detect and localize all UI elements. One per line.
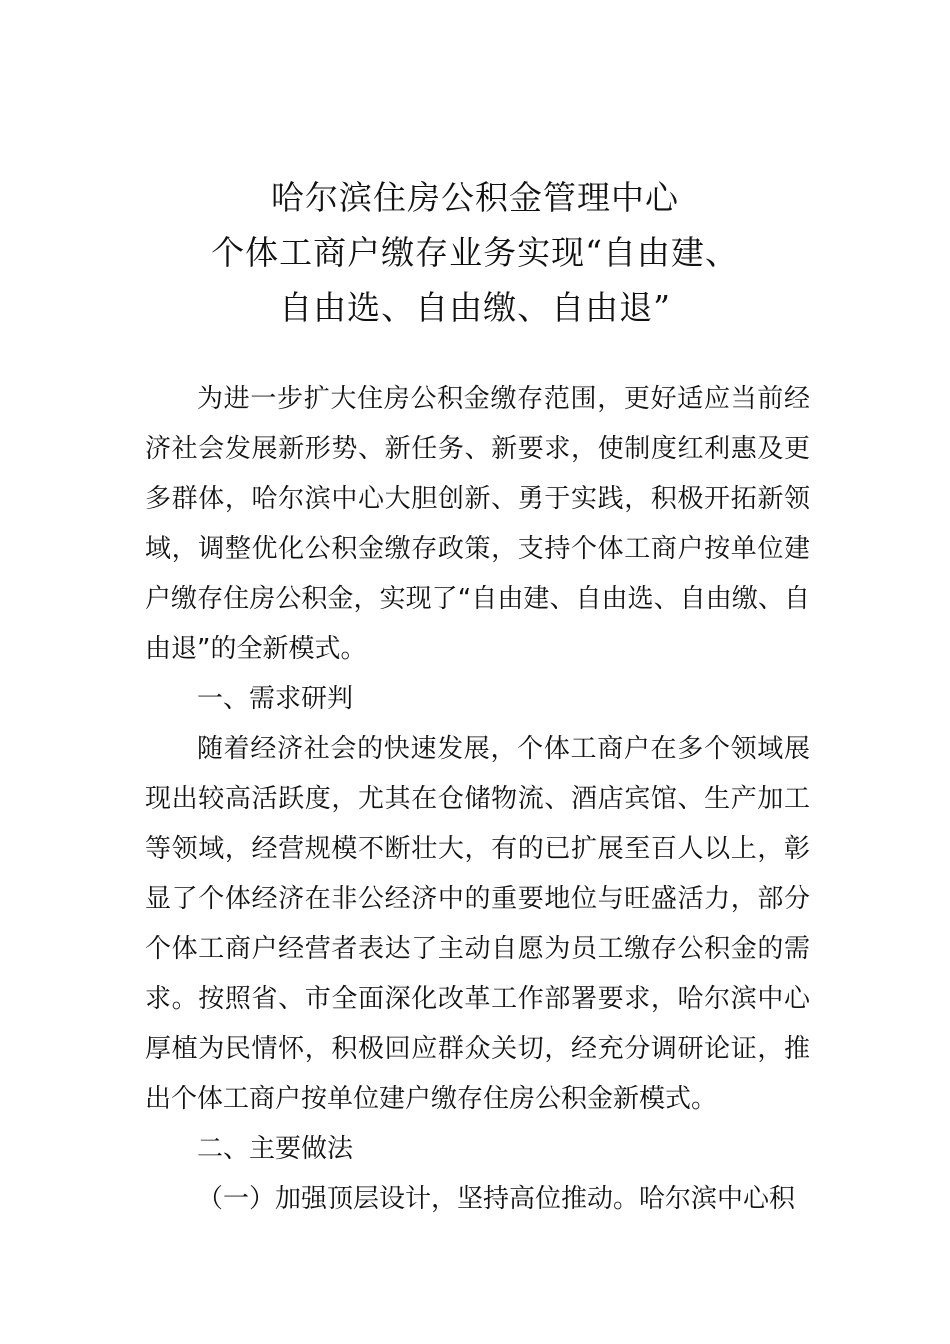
intro-paragraph: 为进一步扩大住房公积金缴存范围，更好适应当前经济社会发展新形势、新任务、新要求，使制度红利惠及更多群体，哈尔滨中心大胆创新、勇于实践，积极开拓新领域，调整优化公积金缴存政策，支持个体工商户按单位建户缴存住房公积金，实现了“自由建、自由选、自由缴、自由退”的全新模式。 <box>145 384 810 664</box>
section-heading-demand: 一、需求研判 <box>197 684 354 714</box>
title-line-3: 自由选、自由缴、自由退” <box>279 288 671 327</box>
demand-paragraph: 随着经济社会的快速发展，个体工商户在多个领域展现出较高活跃度，尤其在仓储物流、酒店宾馆、生产加工等领域，经营规模不断壮大，有的已扩展至百人以上，彰显了个体经济在非公经济中的重要地位与旺盛活力，部分个体工商户经营者表达了主动自愿为员工缴存公积金的需求。按照省、市全面深化改革工作部署要求，哈尔滨中心厚植为民情怀，积极回应群众关切，经充分调研论证，推出个体工商户按单位建户缴存住房公积金新模式。 <box>145 734 810 1114</box>
practices-paragraph: （一）加强顶层设计，坚持高位推动。哈尔滨中心积 <box>197 1184 796 1214</box>
document-title <box>0 170 950 335</box>
title-line-2: 个体工商户缴存业务实现“自由建、 <box>211 233 739 272</box>
document-body <box>145 374 810 1224</box>
title-line-1: 哈尔滨住房公积金管理中心 <box>271 178 679 217</box>
section-heading-practices: 二、主要做法 <box>197 1134 354 1164</box>
